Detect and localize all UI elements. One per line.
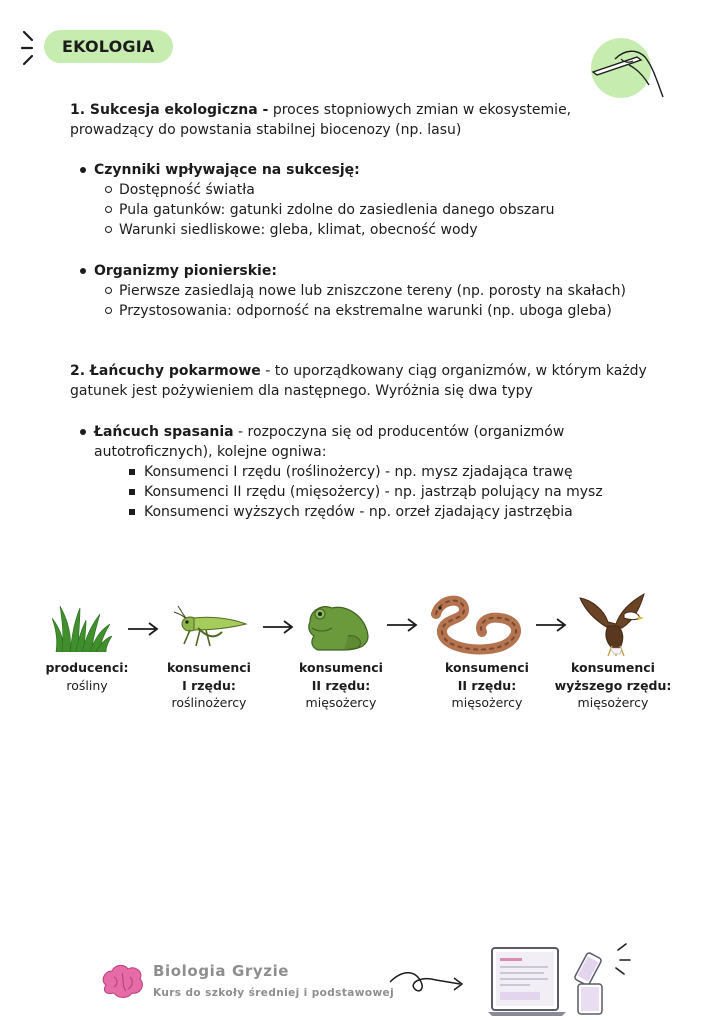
eagle-icon [578,592,648,656]
devices-illustration-icon [488,940,638,1018]
writing-hand-icon [585,35,665,105]
rays-decoration-icon [20,28,42,68]
consumer-level-item: Konsumenci I rzędu (roślinożercy) - np. mysz zjadająca trawę [144,464,573,480]
section-food-chains-text: - to uporządkowany ciąg organizmów, w którym każdy gatunek jest pożywieniem dla następnego. Wyróżnia się dwa typy [70,363,647,399]
grass-icon [52,600,112,652]
section-food-chains-title: 2. Łańcuchy pokarmowe [70,363,261,379]
curved-arrow-icon [388,968,466,998]
section-food-chains [70,361,650,401]
chain-arrow-icon [535,618,567,632]
chain-label: konsumenci II rzędu: mięsożercy [299,660,383,710]
chain-arrow-icon [262,620,294,634]
pioneers-heading: Organizmy pionierskie: [94,263,277,279]
factor-item: Dostępność światła [119,182,255,198]
consumer-level-item: Konsumenci wyższych rzędów - np. orzeł zjadający jastrzębia [144,504,573,520]
grazing-chain-item: Łańcuch spasania - rozpoczyna się od producentów (organizmów [94,424,565,440]
chain-arrow-icon [127,622,159,636]
factor-item: Warunki siedliskowe: gleba, klimat, obecność wody [119,222,478,238]
factor-item: Pula gatunków: gatunki zdolne do zasiedlenia danego obszaru [119,202,555,218]
chain-arrow-icon [386,618,418,632]
brand-name: Biologia Gryzie [153,962,290,980]
brain-logo-icon [100,963,144,1001]
pioneer-item: Przystosowania: odporność na ekstremalne warunki (np. uboga gleba) [119,303,612,319]
snake-icon [430,594,522,656]
chain-label: konsumenci wyższego rzędu: mięsożercy [554,660,672,710]
chain-label: konsumenci II rzędu: mięsożercy [445,660,529,710]
factors-heading: Czynniki wpływające na sukcesję: [94,162,360,178]
chain-label: konsumenci I rzędu: roślinożercy [167,660,251,710]
frog-icon [304,600,372,652]
topic-tag: EKOLOGIA [44,30,173,63]
pioneer-item: Pierwsze zasiedlają nowe lub zniszczone tereny (np. porosty na skałach) [119,283,627,299]
section-succession-text: proces stopniowych zmian w ekosystemie, prowadzący do powstania stabilnej biocenozy (np. lasu) [70,102,572,138]
section-succession-title: 1. Sukcesja ekologiczna - [70,102,269,118]
chain-label: producenci: rośliny [45,660,129,693]
brand-subtitle: Kurs do szkoły średniej i podstawowej [153,987,395,999]
section-succession [70,100,650,140]
grazing-chain-continuation: autotroficznych), kolejne ogniwa: [94,444,327,460]
consumer-level-item: Konsumenci II rzędu (mięsożercy) - np. jastrząb polujący na mysz [144,484,603,500]
grasshopper-icon [170,602,248,652]
